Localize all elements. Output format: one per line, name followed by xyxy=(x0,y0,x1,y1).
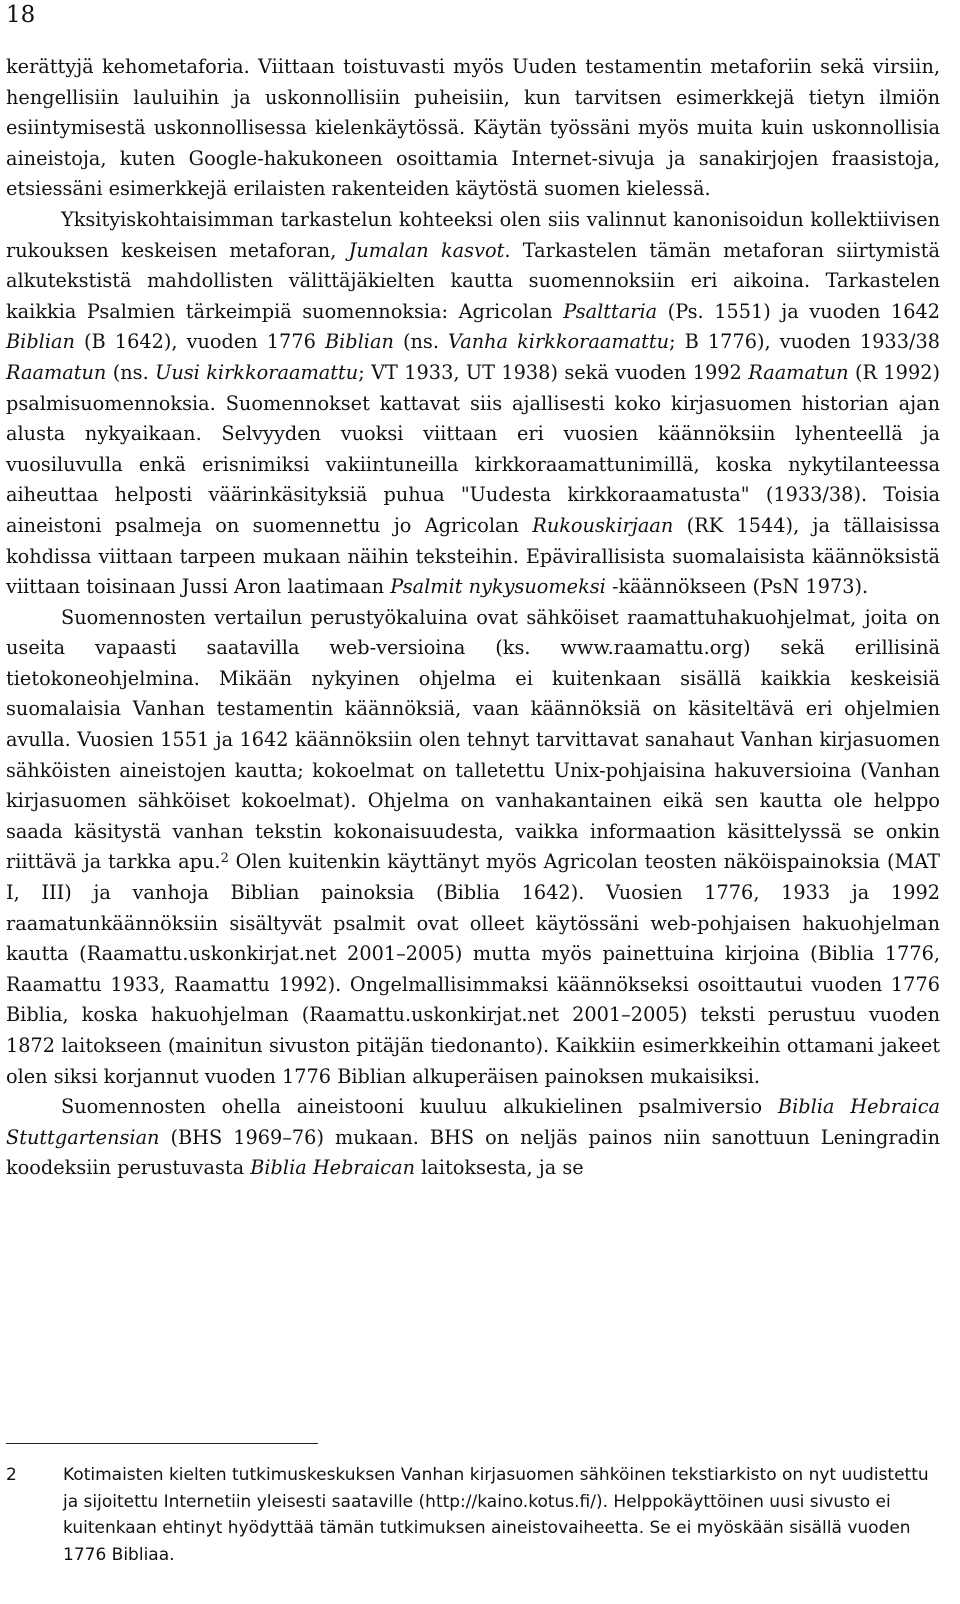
italic-title: Biblia Hebraica Stuttgartensian xyxy=(6,1095,940,1149)
italic-title: Uusi kirkkoraamattu xyxy=(155,360,359,384)
text-run: (ns. xyxy=(106,360,156,384)
paragraph-3 xyxy=(6,603,940,1093)
text-run: (Ps. 1551) ja vuoden 1642 xyxy=(657,299,940,323)
body-text xyxy=(6,52,940,1184)
italic-title: Biblian xyxy=(6,330,75,354)
italic-title: Psalmit nykysuomeksi xyxy=(390,575,606,599)
text-run: Yksityiskohtaisimman tarkastelun kohteeksi olen siis valinnut kanonisoidun kollektiivisen rukouksen keskeisen metaforan, xyxy=(6,207,940,262)
text-run: Suomennosten ohella aineistooni kuuluu alkukielinen psalmiversio xyxy=(61,1095,778,1119)
paragraph-2 xyxy=(6,205,940,603)
italic-title: Vanha kirkkoraamattu xyxy=(448,330,670,354)
footnote xyxy=(6,1462,940,1568)
paragraph-4 xyxy=(6,1092,940,1184)
italic-title: Raamatun xyxy=(6,360,107,384)
text-run: (R 1992) psalmisuomennoksia. Suomennokset kattavat siis ajallisesti koko kirjasuomen historian ajan alusta nykyaikaan. Selvyyden vuoksi viittaan eri vuosien käännöksiin lyhenteellä ja vuosiluvulla enkä erisnimiksi vakiintuneilla kirkkoraamattunimillä, koska nykytilanteessa aiheuttaa helposti väärinkäsityksiä puhua "Uudesta kirkkoraamatusta" (1933/38). Toisia aineistoni psalmeja on suomennettu jo Agricolan xyxy=(6,360,940,537)
text-run: -käännökseen (PsN 1973). xyxy=(605,575,869,599)
italic-title: Biblian xyxy=(324,330,394,354)
footnote-marker: 2 xyxy=(6,1465,17,1485)
page-number: 18 xyxy=(6,2,36,28)
italic-title: Jumalan kasvot xyxy=(348,238,505,262)
paragraph-1 xyxy=(6,52,940,205)
text-run: ; VT 1933, UT 1938) sekä vuoden 1992 xyxy=(358,360,749,384)
footnote-separator xyxy=(6,1443,318,1444)
italic-title: Raamatun xyxy=(748,360,849,384)
text-run: (B 1642), vuoden 1776 xyxy=(74,330,325,354)
footnote-reference: 2 xyxy=(220,851,229,867)
text-run: . Tarkastelen tämän metaforan siirtymistä alkutekstistä mahdollisten välittäjäkielten kautta suomennoksiin eri aikoina. Tarkastelen kaikkia Psalmien tärkeimpiä suomennoksia: Agricolan xyxy=(6,238,940,323)
italic-title: Rukouskirjaan xyxy=(532,513,674,537)
text-run: Suomennosten vertailun perustyökaluina ovat sähköiset raamattuhakuohjelmat, joita on useita vapaasti saatavilla web-versioina (ks. www.raamattu.org) sekä erillisinä tietokoneohjelmina. Mikään nykyinen ohjelma ei kuitenkaan sisällä kaikkia keskeisiä suomalaisia Vanhan testamentin käännöksiä, vaan käännöksiä on käsiteltävä eri ohjelmien avulla. Vuosien 1551 ja 1642 käännöksiin olen tehnyt tarvittavat sanahaut Vanhan kirjasuomen sähköisten aineistojen kautta; kokoelmat on talletettu Unix-pohjaisina hakuversioina (Vanhan kirjasuomen sähköiset kokoelmat). Ohjelma on vanhakantainen eikä sen kautta ole helppo saada käsitystä vanhan tekstin kokonaisuudesta, vaikka informaation käsittelyssä se onkin riittävä ja tarkka apu. xyxy=(6,605,940,874)
text-run: Olen kuitenkin käyttänyt myös Agricolan teosten näköispainoksia (MAT I, III) ja vanhoja Biblian painoksia (Biblia 1642). Vuosien 1776, 1933 ja 1992 raamatunkäännöksiin sisältyvät psalmit ovat olleet käytössäni web-pohjaisen hakuohjelman kautta (Raamattu.uskonkirjat.net 2001–2005) mutta myös painettuina kirjoina (Biblia 1776, Raamattu 1933, Raamattu 1992). Ongelmallisimmaksi käännökseksi osoittautui vuoden 1776 Biblia, koska hakuohjelman (Raamattu.uskonkirjat.net 2001–2005) teksti perustuu vuoden 1872 laitokseen (mainitun sivuston pitäjän tiedonanto). Kaikkiin esimerkkeihin ottamani jakeet olen siksi korjannut vuoden 1776 Biblian alkuperäisen painoksen mukaisiksi. xyxy=(6,850,940,1088)
footnote-text: Kotimaisten kielten tutkimuskeskuksen Vanhan kirjasuomen sähköinen tekstiarkisto on nyt uudistettu ja sijoitettu Internetiin yleisesti saataville (http://kaino.kotus.fi/). Helppokäyttöinen uusi sivusto ei kuitenkaan ehtinyt hyödyttää tämän tutkimuksen aineistovaiheetta. Se ei myöskään sisällä vuoden 1776 Bibliaa. xyxy=(63,1465,929,1565)
italic-title: Psalttaria xyxy=(563,299,658,323)
text-run: laitoksesta, ja se xyxy=(415,1156,584,1180)
text-run: (RK 1544), ja tällaisissa kohdissa viittaan tarpeen mukaan näihin teksteihin. Epävirallisista suomalaisista käännöksistä viittaan toisinaan Jussi Aron laatimaan xyxy=(6,513,940,599)
text-run: kerättyjä kehometaforia. Viittaan toistuvasti myös Uuden testamentin metaforiin sekä virsiin, hengellisiin lauluihin ja uskonnollisiin puheisiin, kun tarvitsen esimerkkejä tietyn ilmiön esiintymisestä uskonnollisessa kielenkäytössä. Käytän työssäni myös muita kuin uskonnollisia aineistoja, kuten Google-hakukoneen osoittamia Internet-sivuja ja sanakirjojen fraasistoja, etsiessäni esimerkkejä erilaisten rakenteiden käytöstä suomen kielessä. xyxy=(6,55,940,201)
italic-title: Biblia Hebraican xyxy=(250,1156,416,1180)
text-run: ; B 1776), vuoden 1933/38 xyxy=(669,330,940,354)
text-run: (ns. xyxy=(393,330,449,354)
text-run: (BHS 1969–76) mukaan. BHS on neljäs painos niin sanottuun Leningradin koodeksiin perustuvasta xyxy=(6,1125,940,1180)
